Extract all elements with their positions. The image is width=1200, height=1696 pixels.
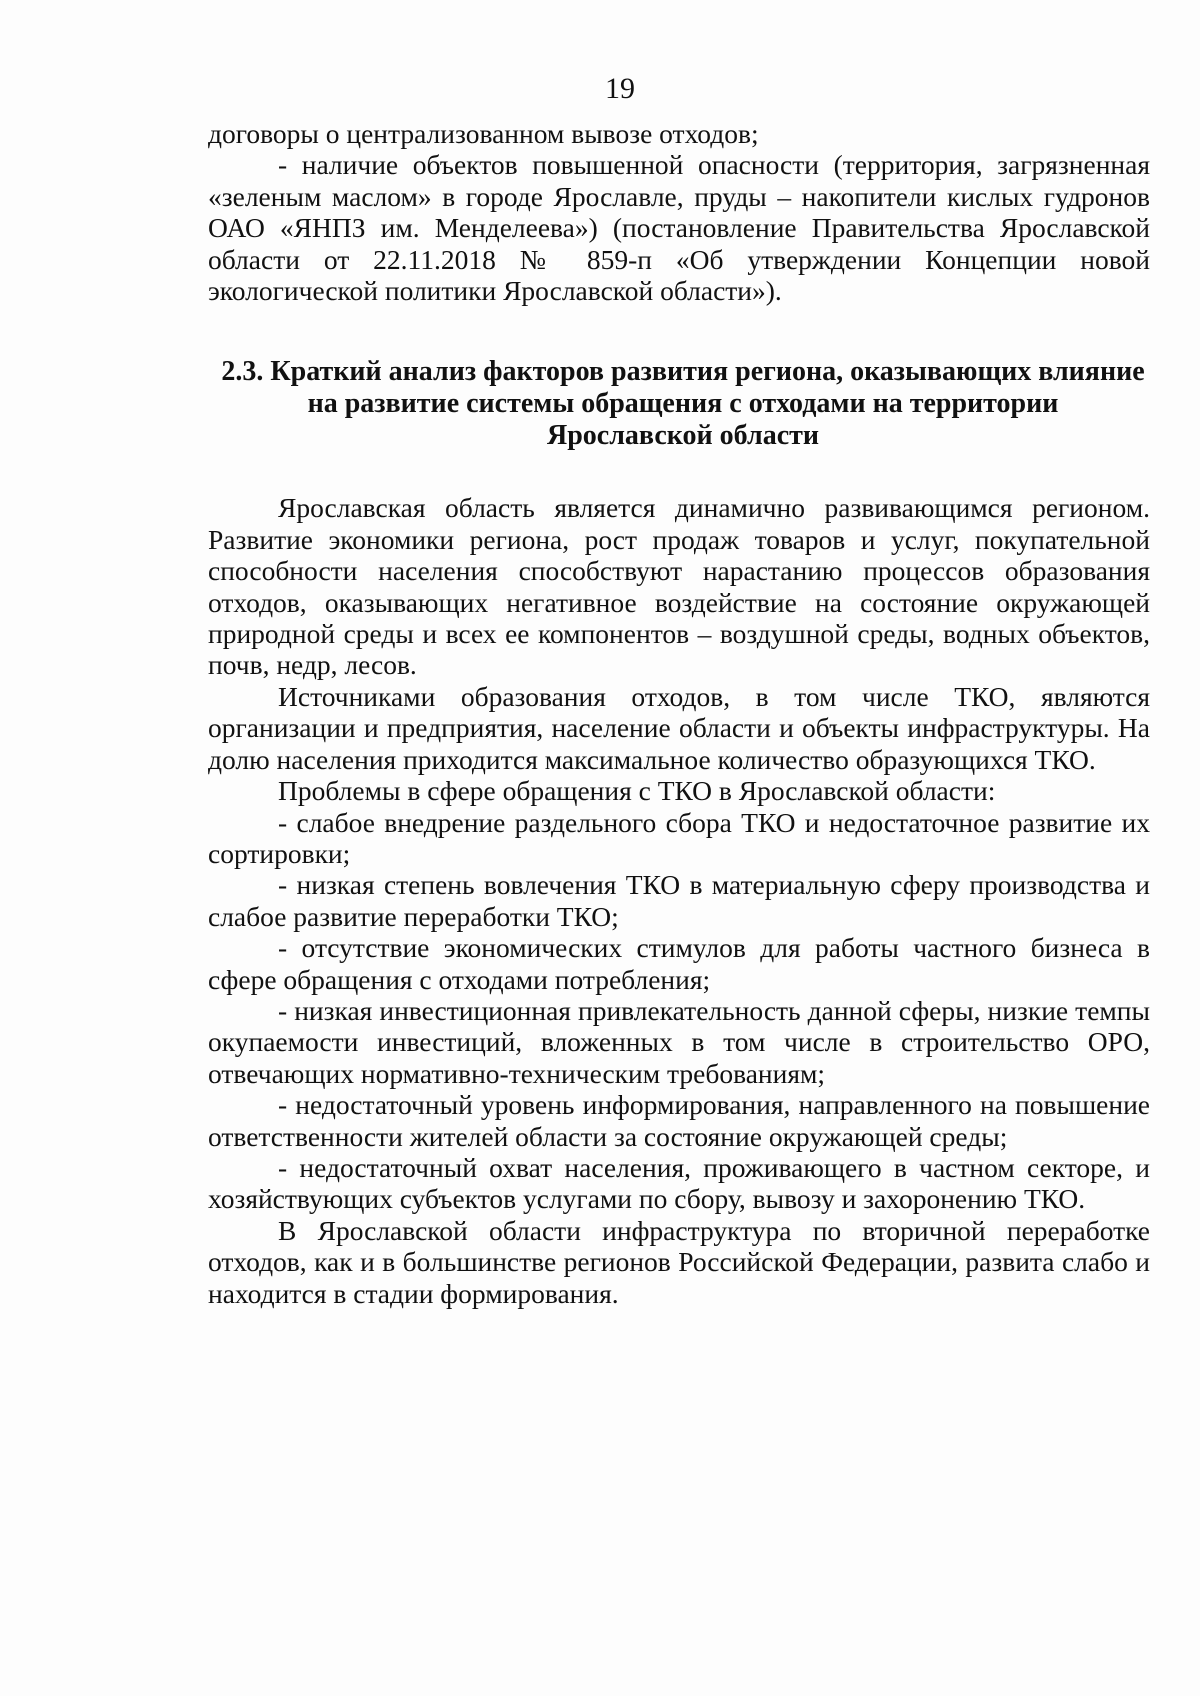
section-heading-line-2: на развитие системы обращения с отходами на территории [307,388,1059,420]
paragraph-region-development: Ярославская область является динамично развивающимся регионом. Развитие экономики региона, рост продаж товаров и услуг, покупательной способности населения способствуют нарастанию процессов образования отходов, оказывающих негативное воздействие на состояние окружающей природной среды и всех ее компонентов – воздушной среды, водных объектов, почв, недр, лесов. [208,492,1150,681]
page-body [208,118,1150,1309]
list-item-separate-collection: - слабое внедрение раздельного сбора ТКО и недостаточное развитие их сортировки; [208,806,1150,869]
paragraph-continuation: договоры о централизованном вывозе отходов; [208,118,759,149]
list-item-no-incentives: - отсутствие экономических стимулов для работы частного бизнеса в сфере обращения с отходами потребления; [208,932,1150,995]
section-heading-line-3: Ярославской области [546,420,820,452]
paragraph-problems-intro: Проблемы в сфере обращения с ТКО в Ярославской области: [278,775,996,807]
page-number: 19 [605,72,635,105]
paragraph-recycling-infrastructure: В Ярославской области инфраструктура по вторичной переработке отходов, как и в большинстве регионов Российской Федерации, развита слабо и находится в стадии формирования. [208,1214,1150,1309]
paragraph-hazard-objects: - наличие объектов повышенной опасности (территория, загрязненная «зеленым маслом» в городе Ярославле, пруды – накопители кислых гудронов ОАО «ЯНПЗ им. Менделеева») (постановление Правительства Ярославской области от 22.11.2018 № 859-п «Об утверждении Концепции новой экологической политики Ярославской области»). [208,149,1150,307]
list-item-low-involvement: - низкая степень вовлечения ТКО в материальную сферу производства и слабое развитие переработки ТКО; [208,869,1150,932]
paragraph-waste-sources: Источниками образования отходов, в том числе ТКО, являются организации и предприятия, население области и объекты инфраструктуры. На долю населения приходится максимальное количество образующихся ТКО. [208,680,1150,775]
list-item-low-investment: - низкая инвестиционная привлекательность данной сферы, низкие темпы окупаемости инвестиций, вложенных в том числе в строительство ОРО, отвечающих нормативно-техническим требованиям; [208,994,1150,1089]
list-item-insufficient-information: - недостаточный уровень информирования, направленного на повышение ответственности жителей области за состояние окружающей среды; [208,1089,1150,1152]
section-heading-line-1: 2.3. Краткий анализ факторов развития региона, оказывающих влияние [221,356,1145,388]
list-item-insufficient-coverage: - недостаточный охват населения, проживающего в частном секторе, и хозяйствующих субъектов услугами по сбору, вывозу и захоронению ТКО. [208,1151,1150,1215]
section-heading [208,356,1150,452]
